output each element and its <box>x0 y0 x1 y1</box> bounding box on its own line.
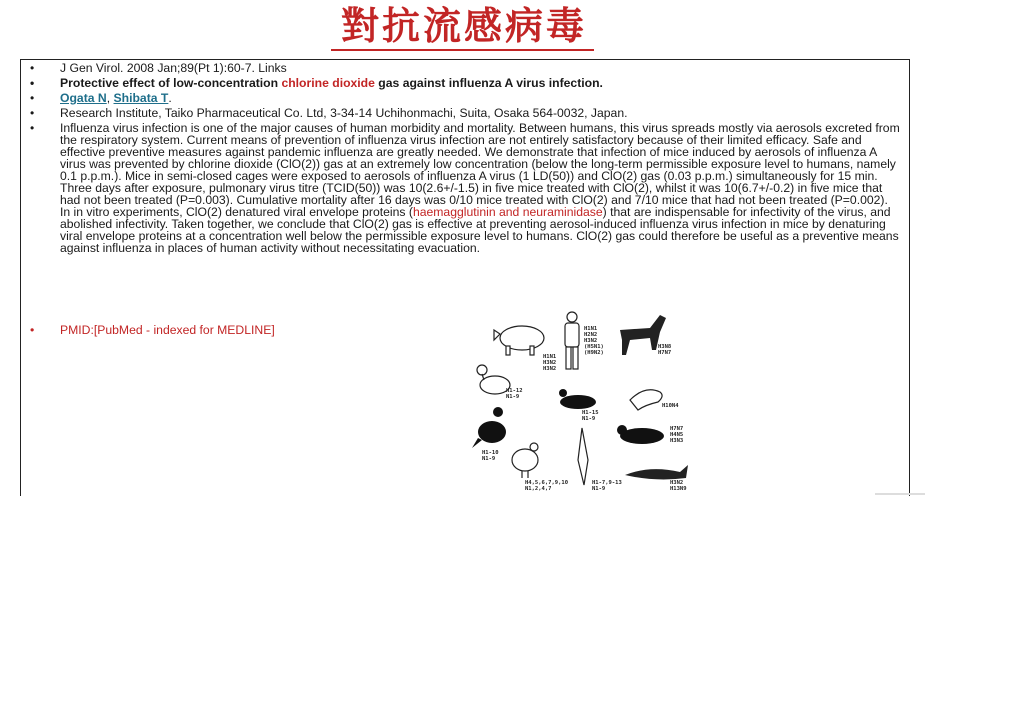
article-title-part: Protective effect of low-concentration <box>60 76 282 90</box>
article-title-highlight: chlorine dioxide <box>281 76 375 90</box>
bullet: • <box>30 121 35 135</box>
gull-icon <box>578 428 588 485</box>
whale-subtypes: H3N2 H13N9 <box>670 480 687 492</box>
pheasant-subtypes: H1-10 N1-9 <box>482 450 499 462</box>
duck-black-subtypes: H1-15 N1-9 <box>582 410 599 422</box>
abstract-highlight: haemagglutinin and neuraminidase <box>412 205 603 219</box>
whale-icon <box>625 465 688 479</box>
list-item-source <box>30 62 900 74</box>
author-link[interactable]: Shibata T <box>113 91 169 105</box>
author-separator: , <box>106 91 114 105</box>
article-list <box>30 62 900 254</box>
horse-subtypes: H3N8 H7N7 <box>658 344 672 356</box>
pheasant-icon <box>472 407 506 448</box>
mink-subtypes: H10N4 <box>662 403 679 409</box>
seal-subtypes: H7N7 H4N5 H3N3 <box>670 426 684 444</box>
faint-edge-mark <box>875 493 925 495</box>
list-item-affiliation <box>30 107 900 119</box>
bullet: • <box>30 61 35 75</box>
author-link[interactable]: Ogata N <box>60 91 107 105</box>
pmid-text[interactable]: PMID:[PubMed - indexed for MEDLINE] <box>60 323 275 337</box>
list-item-title <box>30 77 900 89</box>
journal-source[interactable]: J Gen Virol. 2008 Jan;89(Pt 1):60-7. Links <box>60 61 287 75</box>
duck-black-icon <box>559 389 596 409</box>
list-item-abstract <box>30 122 900 254</box>
chicken-icon <box>512 443 538 478</box>
pig-icon <box>494 326 544 355</box>
bullet: • <box>30 76 35 90</box>
title-underline <box>331 49 594 51</box>
bullet: • <box>30 106 35 120</box>
pig-subtypes: H1N1 H3N2 H3N2 <box>543 354 557 372</box>
chicken-subtypes: H4,5,6,7,9,10 N1,2,4,7 <box>525 480 569 492</box>
pmid-line <box>30 323 275 337</box>
influenza-hosts-figure <box>470 310 700 495</box>
mink-icon <box>630 390 662 410</box>
bullet: • <box>30 91 35 105</box>
article-title-part: gas against influenza A virus infection. <box>374 76 603 90</box>
abstract-text: Influenza virus infection is one of the major causes of human morbidity and mortality. Between humans, this virus spreads mostly via aerosols excreted from the respiratory system. Current means of prevention of influenza virus infection are not entirely satisfactory because of their limited efficacy. Safe and effective preventive measures against pandemic influenza are greatly needed. We demonstrate that infection of mice induced by aerosols of influenza A virus was prevented by chlorine dioxide (ClO(2)) gas at an extremely low concentration (below the long-term permissible exposure level to humans, namely 0.1 p.p.m.). Mice in semi-closed cages were exposed to aerosols of influenza A virus (1 LD(50)) and ClO(2) gas (0.03 p.p.m.) simultaneously for 15 min. Three days after exposure, pulmonary virus titre (TCID(50)) was 10(2.6+/-1.5) in five mice treated with ClO(2), whilst it was 10(6.7+/-0.2) in five mice that had not been treated (P=0.003). Cumulative mortality after 16 days was 0/10 mice treated with ClO(2) and 7/10 mice that had not been treated (P=0.002). In in vitro experiments, ClO(2) denatured viral envelope proteins ( <box>60 121 900 219</box>
abstract-text: ) that are indispensable for infectivity of the virus, and abolished infectivity. Taken together, we conclude that ClO(2) gas is effective at preventing aerosol-induced influenza virus infection in mice by denaturing viral envelope proteins at a concentration well below the permissible exposure level to humans. ClO(2) gas could therefore be useful as a preventive means against influenza in places of human activity without necessitating evacuation. <box>60 205 899 255</box>
gull-subtypes: H1-7,9-13 N1-9 <box>592 480 622 492</box>
affiliation: Research Institute, Taiko Pharmaceutical Co. Ltd, 3-34-14 Uchihonmachi, Suita, Osaka 564-0032, Japan. <box>60 106 628 120</box>
human-icon <box>565 312 579 369</box>
list-item-authors <box>30 92 900 104</box>
bullet: • <box>30 323 35 337</box>
seal-icon <box>617 425 664 444</box>
duck-white-subtypes: H1-12 N1-9 <box>506 388 523 400</box>
human-subtypes: H1N1 H2N2 H3N2 (H5N1) (H9N2) <box>584 326 604 356</box>
banner-title: 對抗流感病毒 <box>340 3 587 48</box>
author-end: . <box>168 91 172 105</box>
